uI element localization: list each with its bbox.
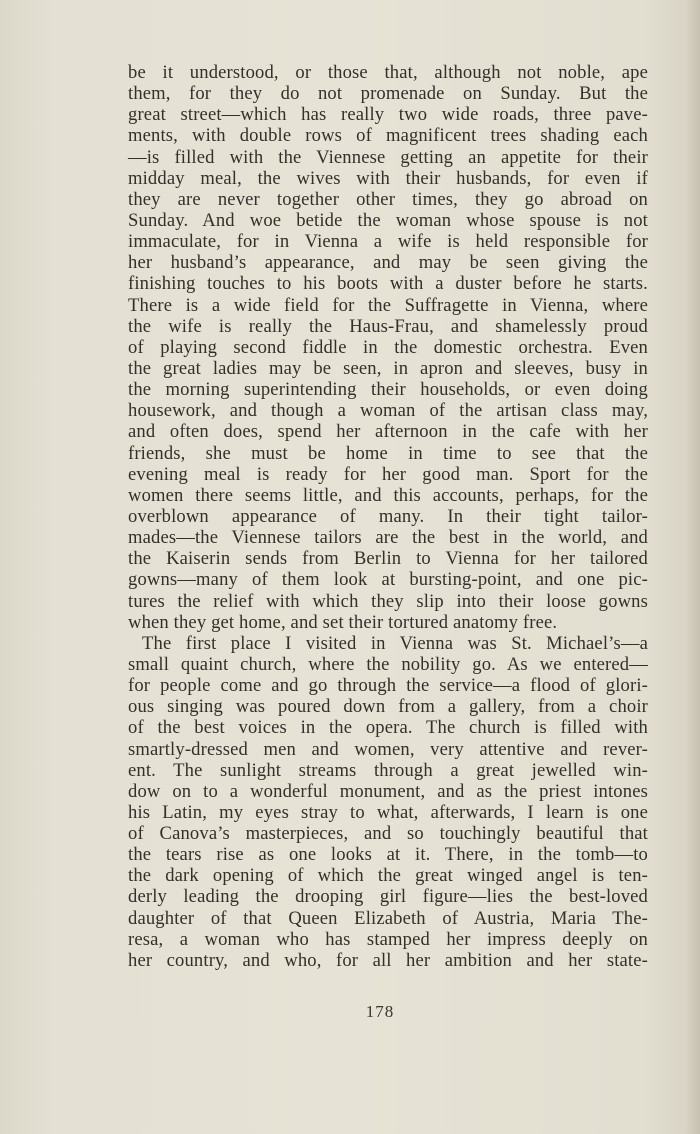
text-line: gowns—many of them look at bursting-point, and one pic-	[128, 569, 648, 591]
text-line: friends, she must be home in time to see that the	[128, 442, 648, 464]
paragraph	[128, 62, 648, 633]
text-line: ments, with double rows of magnificent trees shading each	[128, 125, 648, 147]
text-line: of Canova’s masterpieces, and so touchingly beautiful that	[128, 823, 648, 845]
text-line: The first place I visited in Vienna was St. Michael’s—a	[142, 632, 648, 654]
text-line: be it understood, or those that, although not noble, ape	[128, 62, 648, 83]
text-line: immaculate, for in Vienna a wife is held responsible for	[128, 231, 648, 253]
body-text	[128, 62, 648, 971]
text-line: midday meal, the wives with their husbands, for even if	[128, 167, 648, 189]
text-line: they are never together other times, they go abroad on	[128, 188, 648, 210]
text-line: dow on to a wonderful monument, and as the priest intones	[128, 780, 648, 802]
text-line: her husband’s appearance, and may be seen giving the	[128, 252, 648, 274]
text-line: the tears rise as one looks at it. There, in the tomb—to	[128, 844, 648, 866]
text-line: overblown appearance of many. In their tight tailor-	[128, 505, 648, 527]
paragraph	[128, 633, 648, 971]
text-line: them, for they do not promenade on Sunday. But the	[128, 83, 648, 105]
page-edge-shadow	[686, 0, 700, 1134]
text-line: finishing touches to his boots with a duster before he starts.	[128, 273, 648, 295]
text-line: —is filled with the Viennese getting an appetite for their	[128, 146, 648, 168]
text-line: when they get home, and set their tortured anatomy free.	[128, 611, 558, 633]
text-line: ous singing was poured down from a gallery, from a choir	[128, 696, 648, 718]
text-line: There is a wide field for the Suffragette in Vienna, where	[128, 294, 648, 316]
text-line: ent. The sunlight streams through a great jewelled win-	[128, 759, 648, 781]
page-number: 178	[365, 1002, 395, 1021]
text-line: of playing second fiddle in the domestic orchestra. Even	[128, 336, 648, 358]
text-line: women there seems little, and this accounts, perhaps, for the	[128, 484, 648, 506]
text-line: his Latin, my eyes stray to what, afterwards, I learn is one	[128, 801, 648, 823]
text-line: derly leading the drooping girl figure—lies the best-loved	[128, 886, 648, 908]
text-line: and often does, spend her afternoon in the cafe with her	[128, 421, 648, 443]
text-line: tures the relief with which they slip into their loose gowns	[128, 590, 648, 612]
text-line: resa, a woman who has stamped her impress deeply on	[128, 928, 648, 950]
text-line: small quaint church, where the nobility go. As we entered—	[128, 653, 648, 675]
text-line: mades—the Viennese tailors are the best in the world, and	[128, 527, 648, 549]
text-line: housework, and though a woman of the artisan class may,	[128, 400, 648, 422]
text-line: for people come and go through the service—a flood of glori-	[128, 675, 648, 697]
text-line: smartly-dressed men and women, very attentive and rever-	[128, 738, 648, 760]
text-line: the wife is really the Haus-Frau, and shamelessly proud	[128, 315, 648, 337]
text-line: the dark opening of which the great winged angel is ten-	[128, 865, 648, 887]
text-line: the morning superintending their households, or even doing	[128, 379, 648, 401]
text-line: the Kaiserin sends from Berlin to Vienna for her tailored	[128, 548, 648, 570]
text-line: her country, and who, for all her ambition and her state-	[128, 949, 648, 971]
text-line: of the best voices in the opera. The church is filled with	[128, 717, 648, 739]
text-line: great street—which has really two wide roads, three pave-	[128, 104, 648, 126]
text-line: Sunday. And woe betide the woman whose spouse is not	[128, 209, 648, 231]
text-line: evening meal is ready for her good man. Sport for the	[128, 463, 648, 485]
text-line: daughter of that Queen Elizabeth of Austria, Maria The-	[128, 907, 648, 929]
text-line: the great ladies may be seen, in apron and sleeves, busy in	[128, 357, 648, 379]
